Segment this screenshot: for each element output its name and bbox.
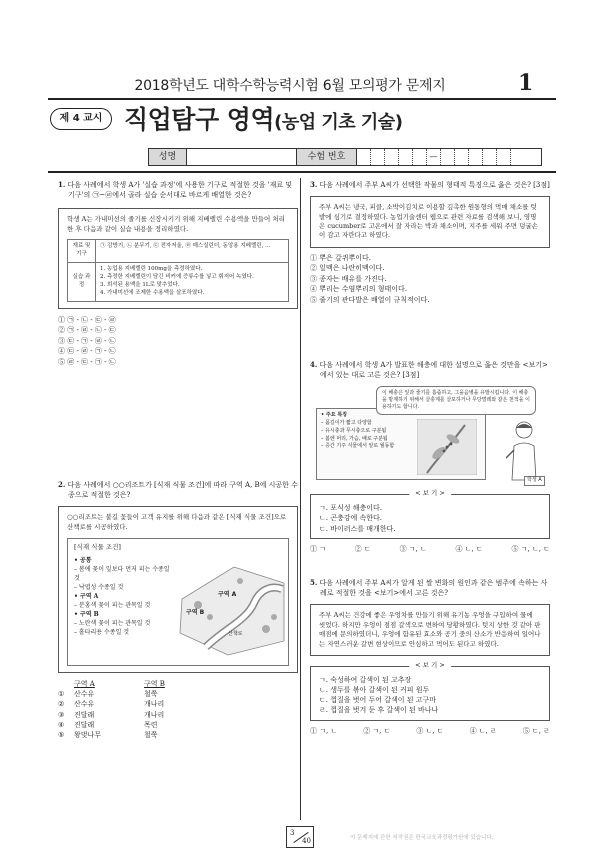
exam-number-digit[interactable] [469, 149, 483, 165]
q3-passage: 주부 A씨는 냉국, 피클, 소박이김치로 이용할 깊촉한 원통형의 먹매 채소를 텃밭에 심기로 결정하였다. 농업기술센터 웹으로 관련 자료를 검색해 보니, 영명은 cucumber로 고온에서 잘 자라는 박과 채소이며, 지주를 세워 주면 덩굴손이 감고 자란다고 하였다. [310, 196, 550, 248]
exam-number-digit[interactable] [399, 149, 413, 165]
q2-row[interactable] [58, 689, 298, 699]
q2-passage-box [58, 506, 298, 673]
q2-cond-item: – 노란색 꽃이 피는 관목일 것 [74, 619, 151, 627]
q4-board-item: – 증간 기주 식물에서 알로 월동함 [321, 443, 395, 450]
q4-illustration [310, 386, 550, 486]
q3-choice[interactable]: ③ 종자는 배유를 가진다. [310, 274, 387, 283]
q1-step: 3. 희석된 용액을 1L로 맞추었다. [100, 282, 180, 288]
q4-bogi-item: ㄷ. 바이러스를 매개한다. [319, 524, 396, 533]
q2-map-label-b: 구역 B [186, 609, 205, 617]
q1-text: 다음 사례에서 학생 A가 '실습 과정'에 사용한 기구로 적절한 것을 '재료 및 기구'의 ㉠~㉣에서 골라 실습 순서대로 바르게 배열한 것은? [67, 181, 293, 200]
q2-map-label-path: 산책로 [228, 631, 243, 638]
q5-bogi-item: ㄷ. 껍질을 벗어 두어 갈색이 된 고구마 [319, 696, 437, 705]
question-5 [310, 578, 550, 736]
q1-passage-box [58, 208, 298, 309]
question-4 [310, 360, 550, 554]
q5-bogi-item: ㄱ. 숙성하여 갈색이 된 고추장 [319, 675, 412, 684]
q5-text: 다음 사례에서 주부 A씨가 알게 된 쌀 변화의 원인과 같은 범주에 속하는 사례로 적절한 것을 <보기>에서 고른 것은? [319, 579, 548, 598]
q2-cond-item: – 홑타리용 수종일 것 [74, 628, 130, 636]
q2-row-num: ④ [58, 720, 65, 729]
q4-board-item: – 유시충과 무시충으로 구분됨 [321, 427, 387, 434]
footer-page-box [286, 826, 314, 848]
q3-choices [310, 253, 550, 306]
exam-number-digit[interactable] [455, 149, 469, 165]
q1-process-head: 실습 과정 [68, 263, 96, 302]
q2-cond-item: – 분홍색 꽃이 피는 관목일 것 [74, 601, 151, 609]
question-1 [58, 180, 298, 367]
exam-number-dash: — [427, 149, 441, 165]
q4-board-item: – 봄엔 머리, 가슴, 배로 구분됨 [321, 435, 388, 442]
q4-bogi-label: < 보 기 > [409, 489, 451, 498]
q2-row-num: ⑤ [58, 730, 65, 739]
q2-cond-common: • 공통 [74, 556, 92, 564]
question-3 [310, 180, 550, 305]
subject-sub: (농업 기초 기술) [274, 112, 403, 133]
header-rule-bottom [48, 171, 556, 173]
q1-table [67, 239, 289, 302]
q4-board-title: • 주요 특징 [321, 412, 347, 419]
q2-col-a: 구역 A [74, 680, 95, 689]
q4-bogi-item: ㄱ. 포식성 해충이다. [319, 504, 382, 513]
q4-text: 다음 사례에서 학생 A가 발표한 해충에 대한 설명으로 옳은 것만을 <보기>에서 있는 대로 고른 것은? [3점] [319, 361, 548, 380]
q2-cond-a: • 구역 A [74, 592, 99, 600]
q2-row-b: 개나리 [144, 710, 165, 719]
q1-step: 2. 측정한 지베렐린이 담긴 비커에 증류수를 넣고 휘저어 녹였다. [100, 274, 254, 281]
q2-row-a: 진달래 [74, 710, 95, 719]
q2-answer-table [58, 679, 298, 740]
q5-bogi-item: ㄹ. 껍질을 벗겨 둔 후 갈색이 된 바나나 [319, 706, 439, 715]
q2-row-b: 철쭉 [144, 690, 158, 699]
period-badge: 제 4 교시 [50, 108, 112, 130]
q2-row-b: 목련 [144, 720, 158, 729]
q3-choice[interactable]: ② 잎맥은 나란히맥이다. [310, 264, 385, 273]
name-label: 성명 [149, 149, 187, 165]
exam-info-bar [148, 148, 542, 166]
q1-step: 4. 가내미선에 조제한 수용액을 살포하였다. [100, 289, 205, 296]
q1-choices [58, 315, 298, 368]
q2-row-b: 개나리 [144, 700, 165, 709]
q2-row-a: 산수유 [74, 690, 95, 699]
question-2 [58, 480, 298, 740]
q5-choice[interactable]: ② ㄱ, ㄷ [363, 726, 391, 735]
subject-main: 직업탐구 영역 [124, 105, 275, 134]
q5-choice[interactable]: ① ㄱ, ㄴ [310, 726, 338, 735]
q2-row-a: 진달래 [74, 720, 95, 729]
q4-bogi-box [310, 489, 550, 538]
q5-choice[interactable]: ⑤ ㄷ, ㄹ [522, 726, 550, 735]
q5-bogi-label: < 보 기 > [409, 661, 451, 670]
name-field[interactable] [187, 149, 297, 165]
q2-row-num: ③ [58, 710, 65, 719]
q4-choice[interactable]: ② ㄷ [354, 544, 371, 553]
q2-row[interactable] [58, 720, 298, 730]
exam-number-digit[interactable] [483, 149, 497, 165]
q2-conditions-box [67, 538, 289, 666]
q2-cond-title: [식재 식물 조건] [74, 543, 121, 552]
q5-bogi-item: ㄴ. 생두를 볶아 갈색이 된 커피 원두 [319, 686, 430, 695]
subject-title [124, 102, 402, 138]
q2-map-label-a: 구역 A [218, 591, 237, 599]
q2-cond-item: – 낙엽성 수종일 것 [74, 583, 124, 591]
q4-choice[interactable]: ③ ㄱ, ㄴ [399, 544, 427, 553]
q2-row-a: 왕벚나무 [74, 730, 102, 739]
q5-choices [310, 726, 550, 736]
exam-number-digit[interactable] [371, 149, 385, 165]
q5-choice[interactable]: ④ ㄴ, ㄹ [469, 726, 497, 735]
q2-row[interactable] [58, 699, 298, 709]
q4-bogi-item: ㄴ. 곤충강에 속한다. [319, 514, 382, 523]
q2-row[interactable] [58, 710, 298, 720]
q2-row-b: 철쭉 [144, 730, 158, 739]
q2-passage: ○○리조트는 불길 꽃들이 고객 유지를 위해 다음과 같은 [식재 식물 조건]으로 산책로를 시공하였다. [67, 513, 287, 531]
q1-materials: ㉠ 감방기, ㉡ 분무기, ㉢ 전자저울, ㉣ 매스실린더, 동앙용 지베렐린, … [96, 240, 289, 263]
q1-choice[interactable]: ① ㉠ - ㉡ - ㉢ - ㉣ [58, 315, 116, 324]
footer-page: 3 [290, 829, 295, 837]
q2-row-num: ① [58, 690, 65, 699]
exam-title: 2018학년도 대학수학능력시험 6월 모의평가 문제지 [134, 78, 446, 94]
q1-choice[interactable]: ⑤ ㉣ - ㉢ - ㉠ - ㉡ [58, 357, 116, 366]
copyright-note: 이 문제지에 관한 저작권은 한국교육과정평가원에 있습니다. [350, 835, 494, 841]
q5-bogi-box [310, 660, 550, 721]
q2-cond-item: – 봄에 꽃이 잎보다 먼저 피는 수종일 것 [74, 565, 170, 582]
q2-row[interactable] [58, 730, 298, 740]
q1-materials-head: 재료 및 기구 [68, 240, 96, 263]
q4-speech-bubble: 이 해충은 잎과 줄기를 흡즙하고, 그을음병을 유발시킵니다. 이 해충을 방제하기 위해서 살충제를 살포하거나 무당벌레와 같은 천적을 이용하기도 합니다. [376, 386, 536, 415]
q3-number: 3. [310, 180, 318, 189]
q5-passage: 주부 A씨는 건강에 좋은 우엉차를 만들기 위해 유기농 우엉을 구입하여 물에 씻었다. 하지만 우엉이 점점 갈색으로 변하여 당황하였다. 텃지 상한 것 같아 판매점에 문의하였더니, 우엉에 함유된 효소와 공기 중의 산소가 반응하여 일어나는 자연스러운 갈변 현상이므로 안심하고 먹어도 된다고 하였다. [310, 604, 550, 656]
footer-total: 40 [302, 836, 311, 845]
q1-choice[interactable]: ④ ㉢ - ㉣ - ㉠ - ㉡ [58, 347, 116, 356]
q3-choice[interactable]: ⑤ 줄기의 관다발은 배열이 규칙적이다. [310, 295, 430, 304]
q2-text: 다음 사례에서 ○○리조트가 [식재 식물 조건]에 따라 구역 A, B에 시공한 수종으로 적절한 것은? [67, 481, 298, 500]
exam-number-digit[interactable] [357, 149, 371, 165]
exam-number-label: 수험 번호 [297, 149, 357, 165]
q2-row-a: 산수유 [74, 700, 95, 709]
exam-number-digit[interactable] [385, 149, 399, 165]
q2-col-b: 구역 B [144, 680, 165, 689]
q4-student-figure [506, 420, 542, 484]
q2-row-num: ② [58, 700, 65, 709]
exam-number-digit[interactable] [441, 149, 455, 165]
q5-number: 5. [310, 578, 318, 587]
q2-cond-b: • 구역 B [74, 610, 99, 618]
q1-choice[interactable]: ② ㉠ - ㉣ - ㉡ - ㉢ [58, 326, 116, 335]
q1-passage: 학생 A는 가내미선의 줄기를 신장시키기 위해 지베렐린 수용액을 만들어 처리한 후 다음과 같이 실습 내용을 정리하였다. [67, 215, 285, 233]
q1-choice[interactable]: ③ ㉢ - ㉠ - ㉣ - ㉡ [58, 336, 116, 345]
q1-process-steps [96, 263, 289, 302]
header-rule [48, 98, 556, 100]
q4-number: 4. [310, 360, 318, 369]
q3-choice[interactable]: ④ 뿌리는 수염뿌리의 형태이다. [310, 285, 408, 294]
q1-number: 1. [58, 180, 66, 189]
q4-choice[interactable]: ④ ㄴ, ㄷ [455, 544, 483, 553]
q4-choice[interactable]: ① ㄱ [310, 544, 326, 553]
q4-choice[interactable]: ⑤ ㄱ, ㄴ, ㄷ [511, 544, 550, 553]
q4-student-label: 학생 A [524, 476, 545, 485]
q3-text: 다음 사례에서 주부 A씨가 선택한 작물의 형태적 특징으로 옳은 것은? [3점] [319, 181, 550, 189]
q4-board-item: – 몸길이가 짧고 다양함 [321, 420, 372, 427]
exam-number-digit[interactable] [497, 149, 511, 165]
q1-step: 1. 농업용 지베렐린 100mg을 측정하였다. [100, 266, 203, 273]
q4-choices [310, 544, 550, 554]
q4-plant-image [417, 419, 477, 475]
exam-number-digit[interactable] [413, 149, 427, 165]
column-divider [300, 178, 301, 820]
q4-board [316, 408, 486, 480]
q2-number: 2. [58, 480, 66, 489]
q5-choice[interactable]: ③ ㄴ, ㄷ [416, 726, 444, 735]
page-number: 1 [518, 70, 534, 96]
q3-choice[interactable]: ① 뿌은 갈퀴뿌이다. [310, 253, 372, 262]
